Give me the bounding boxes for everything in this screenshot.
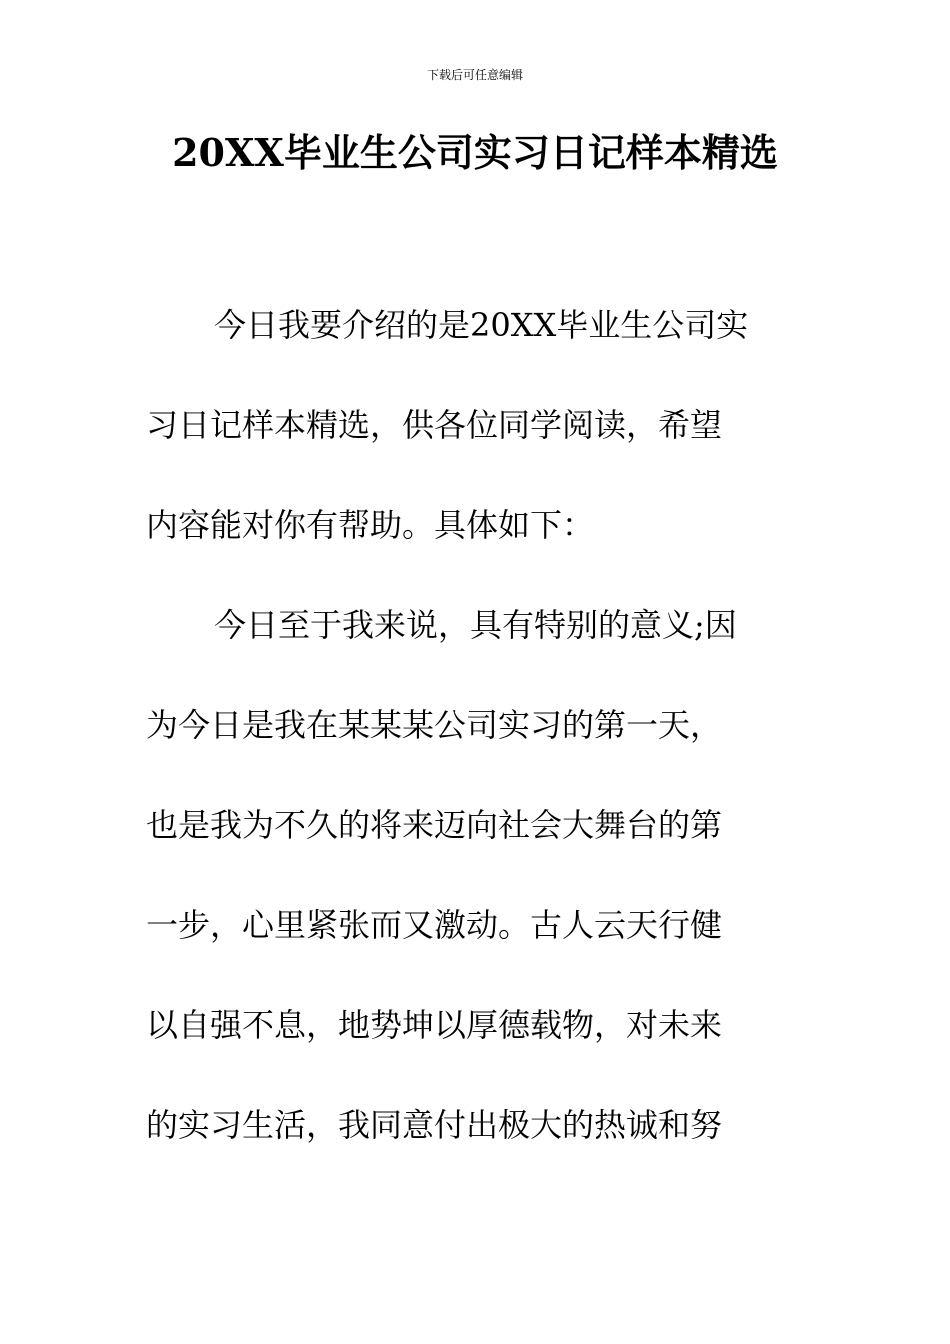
document-title: 20XX毕业生公司实习日记样本精选 [172,130,778,175]
paragraph-line: 习日记样本精选，供各位同学阅读，希望 [146,406,723,444]
paragraph-diary [146,575,806,1175]
paragraph-line: 的实习生活，我同意付出极大的热诚和努 [146,1106,723,1144]
header-note: 下载后可任意编辑 [426,68,523,82]
paragraph-line: 以自强不息，地势坤以厚德载物，对未来 [146,1006,723,1044]
paragraph-line: 内容能对你有帮助。具体如下： [146,506,595,544]
paragraph-line: 也是我为不久的将来迈向社会大舞台的第 [146,806,723,844]
paragraph-intro [146,275,806,575]
paragraph-line: 为今日是我在某某某公司实习的第一天， [146,706,723,744]
paragraph-line: 今日我要介绍的是20XX毕业生公司实 [214,306,749,344]
paragraph-line: 今日至于我来说，具有特别的意义;因 [214,606,737,644]
paragraph-line: 一步，心里紧张而又激动。古人云天行健 [146,906,723,944]
